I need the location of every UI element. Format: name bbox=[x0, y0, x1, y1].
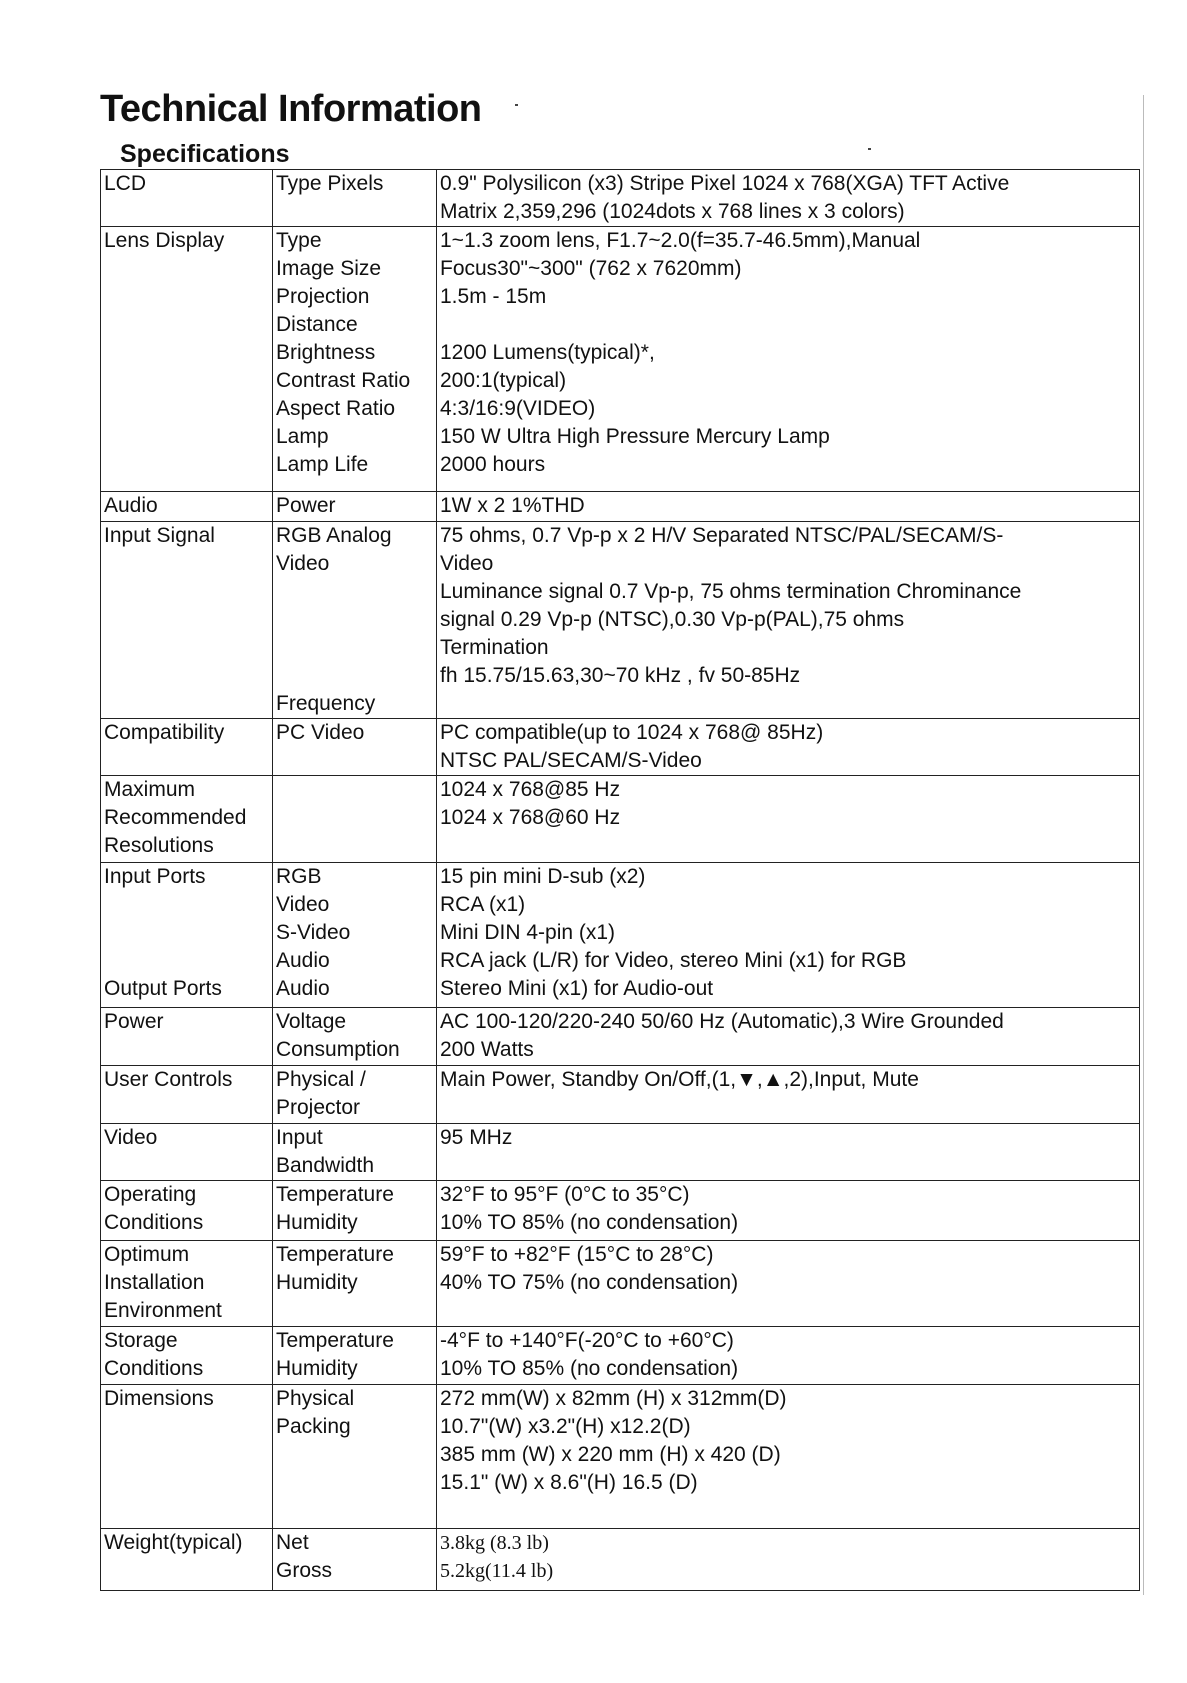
spec-values: 59°F to +82°F (15°C to 28°C) 40% TO 75% (no condensation) bbox=[437, 1241, 1140, 1327]
page-title: Technical Information bbox=[100, 88, 482, 130]
spec-row-lcd bbox=[101, 170, 1140, 227]
spec-values: 75 ohms, 0.7 Vp-p x 2 H/V Separated NTSC/PAL/SECAM/S- Video Luminance signal 0.7 Vp-p, 75 ohms termination Chrominance signal 0.29 Vp-p (NTSC),0.30 Vp-p(PAL),75 ohms Termination fh 15.75/15.63,30~70 kHz , fv 50-85Hz bbox=[437, 522, 1140, 719]
specifications-table bbox=[100, 169, 1140, 1591]
spec-items bbox=[273, 776, 437, 863]
spec-items: Input Bandwidth bbox=[273, 1124, 437, 1181]
spec-items: Type Pixels bbox=[273, 170, 437, 227]
spec-category: Optimum Installation Environment bbox=[101, 1241, 273, 1327]
scan-speck bbox=[868, 148, 871, 150]
spec-row-max-resolutions bbox=[101, 776, 1140, 863]
spec-row-operating-conditions bbox=[101, 1181, 1140, 1241]
spec-values: 272 mm(W) x 82mm (H) x 312mm(D) 10.7"(W) x3.2"(H) x12.2(D) 385 mm (W) x 220 mm (H) x 420 (D) 15.1" (W) x 8.6"(H) 16.5 (D) bbox=[437, 1385, 1140, 1529]
spec-items: Net Gross bbox=[273, 1529, 437, 1591]
spec-row-power bbox=[101, 1008, 1140, 1066]
spec-category: Audio bbox=[101, 492, 273, 522]
spec-items: RGB Video S-Video Audio Audio bbox=[273, 863, 437, 1008]
spec-category: Compatibility bbox=[101, 719, 273, 776]
spec-values: AC 100-120/220-240 50/60 Hz (Automatic),3 Wire Grounded 200 Watts bbox=[437, 1008, 1140, 1066]
spec-category: Maximum Recommended Resolutions bbox=[101, 776, 273, 863]
spec-category: Lens Display bbox=[101, 227, 273, 492]
spec-values: 15 pin mini D-sub (x2) RCA (x1) Mini DIN 4-pin (x1) RCA jack (L/R) for Video, stereo Mini (x1) for RGB Stereo Mini (x1) for Audio-out bbox=[437, 863, 1140, 1008]
scan-edge-line bbox=[1143, 95, 1144, 1595]
spec-category: Input Ports Output Ports bbox=[101, 863, 273, 1008]
spec-values: 1W x 2 1%THD bbox=[437, 492, 1140, 522]
scan-speck bbox=[515, 104, 518, 106]
spec-row-ports bbox=[101, 863, 1140, 1008]
spec-values: 3.8kg (8.3 lb) 5.2kg(11.4 lb) bbox=[437, 1529, 1140, 1591]
spec-category: Input Signal bbox=[101, 522, 273, 719]
spec-items: Type Image Size Projection Distance Brightness Contrast Ratio Aspect Ratio Lamp Lamp Life bbox=[273, 227, 437, 492]
spec-items: RGB Analog Video Frequency bbox=[273, 522, 437, 719]
spec-values: PC compatible(up to 1024 x 768@ 85Hz) NTSC PAL/SECAM/S-Video bbox=[437, 719, 1140, 776]
spec-values: Main Power, Standby On/Off,(1,▼,▲,2),Input, Mute bbox=[437, 1066, 1140, 1124]
spec-row-video bbox=[101, 1124, 1140, 1181]
spec-items: Temperature Humidity bbox=[273, 1181, 437, 1241]
spec-row-storage-conditions bbox=[101, 1327, 1140, 1385]
spec-category: Operating Conditions bbox=[101, 1181, 273, 1241]
spec-items: Physical Packing bbox=[273, 1385, 437, 1529]
spec-items: Temperature Humidity bbox=[273, 1327, 437, 1385]
spec-values: 1024 x 768@85 Hz 1024 x 768@60 Hz bbox=[437, 776, 1140, 863]
spec-items: Voltage Consumption bbox=[273, 1008, 437, 1066]
spec-items: Power bbox=[273, 492, 437, 522]
spec-row-dimensions bbox=[101, 1385, 1140, 1529]
spec-values: 1~1.3 zoom lens, F1.7~2.0(f=35.7-46.5mm),Manual Focus30"~300" (762 x 7620mm) 1.5m - 15m 1200 Lumens(typical)*, 200:1(typical) 4:3/16:9(VIDEO) 150 W Ultra High Pressure Mercury Lamp 2000 hours bbox=[437, 227, 1140, 492]
spec-items: Temperature Humidity bbox=[273, 1241, 437, 1327]
spec-items: Physical / Projector bbox=[273, 1066, 437, 1124]
spec-row-weight bbox=[101, 1529, 1140, 1591]
spec-category: Dimensions bbox=[101, 1385, 273, 1529]
spec-category: Video bbox=[101, 1124, 273, 1181]
spec-row-lens-display bbox=[101, 227, 1140, 492]
spec-row-audio bbox=[101, 492, 1140, 522]
spec-row-optimum-installation bbox=[101, 1241, 1140, 1327]
spec-category: Storage Conditions bbox=[101, 1327, 273, 1385]
spec-values: 0.9" Polysilicon (x3) Stripe Pixel 1024 x 768(XGA) TFT Active Matrix 2,359,296 (1024dots x 768 lines x 3 colors) bbox=[437, 170, 1140, 227]
spec-values: 95 MHz bbox=[437, 1124, 1140, 1181]
spec-category: LCD bbox=[101, 170, 273, 227]
section-title: Specifications bbox=[120, 140, 290, 168]
spec-row-input-signal bbox=[101, 522, 1140, 719]
spec-items: PC Video bbox=[273, 719, 437, 776]
spec-category: Power bbox=[101, 1008, 273, 1066]
spec-row-user-controls bbox=[101, 1066, 1140, 1124]
spec-row-compatibility bbox=[101, 719, 1140, 776]
spec-values: 32°F to 95°F (0°C to 35°C) 10% TO 85% (no condensation) bbox=[437, 1181, 1140, 1241]
spec-values: -4°F to +140°F(-20°C to +60°C) 10% TO 85% (no condensation) bbox=[437, 1327, 1140, 1385]
spec-category: User Controls bbox=[101, 1066, 273, 1124]
spec-category: Weight(typical) bbox=[101, 1529, 273, 1591]
